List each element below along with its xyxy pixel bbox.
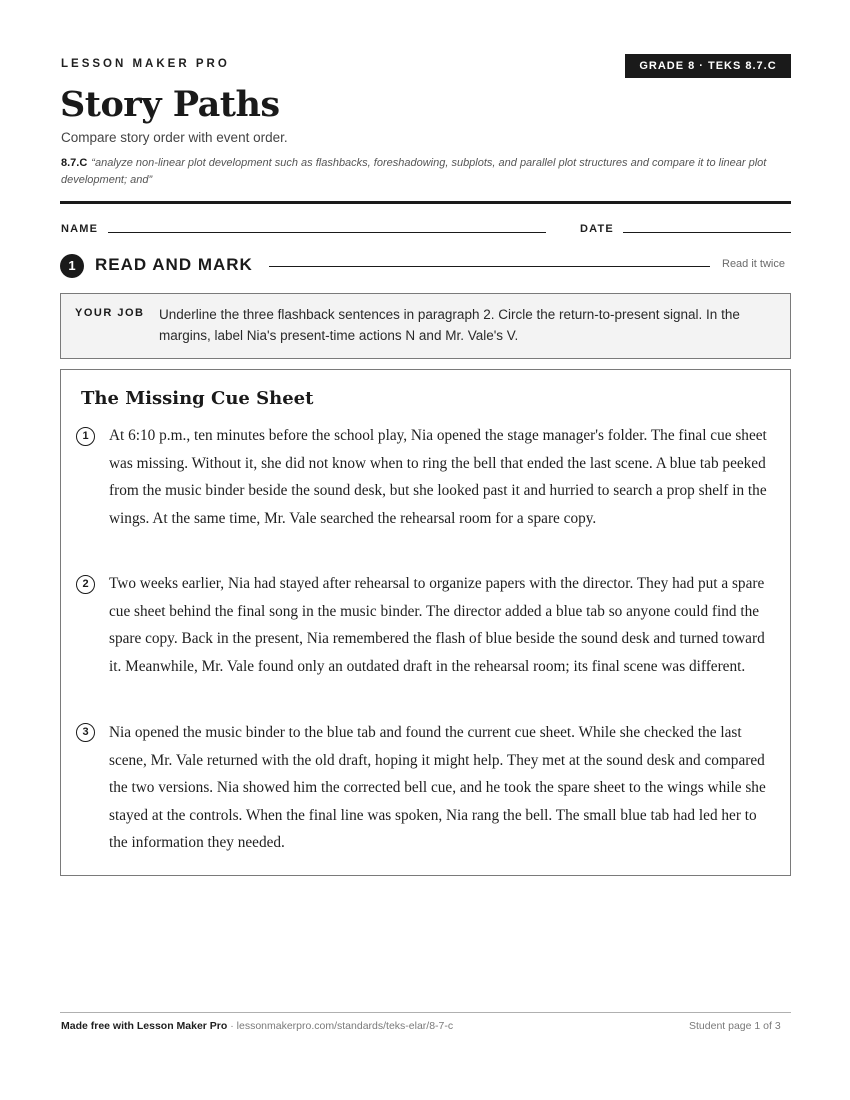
instructions-label: YOUR JOB xyxy=(75,307,145,319)
instructions-text: Underline the three flashback sentences in paragraph 2. Circle the return-to-present signal. In the margins, label Nia's present-time actions N and Mr. Vale's V. xyxy=(159,307,740,343)
worksheet-subtitle: Compare story order with event order. xyxy=(61,130,288,145)
standard-text: “analyze non-linear plot development such as flashbacks, foreshadowing, subplots, and parallel plot structures and compare it to linear plot development; and” xyxy=(61,157,767,186)
grade-standard-badge: GRADE 8 · TEKS 8.7.C xyxy=(625,54,791,78)
footer-divider xyxy=(60,1012,791,1013)
brand-name: LESSON MAKER PRO xyxy=(61,58,230,70)
story-title: The Missing Cue Sheet xyxy=(81,388,314,409)
paragraph-number-badge: 2 xyxy=(76,575,95,594)
story-passage-box xyxy=(60,369,791,876)
section-number-badge: 1 xyxy=(60,254,84,278)
page-indicator: Student page 1 of 3 xyxy=(689,1020,781,1032)
date-label: DATE xyxy=(580,223,614,235)
section-divider xyxy=(269,266,710,267)
name-field[interactable] xyxy=(108,232,546,233)
footer-url[interactable]: · lessonmakerpro.com/standards/teks-elar/8-7-c xyxy=(227,1020,454,1032)
instructions-box xyxy=(60,293,791,359)
story-paragraph: Two weeks earlier, Nia had stayed after rehearsal to organize papers with the director. They had put a spare cue sheet behind the final song in the music binder. The director added a blue tab so anyone could find the spare copy. Back in the present, Nia remembered the flash of blue beside the sound desk and turned toward it. Meanwhile, Mr. Vale found only an outdated draft in the rehearsal room; its final scene was different. xyxy=(109,575,765,675)
section-note: Read it twice xyxy=(722,258,785,270)
footer-credit xyxy=(61,1020,453,1032)
header-divider xyxy=(60,201,791,204)
standard-code: 8.7.C xyxy=(61,157,88,169)
name-label: NAME xyxy=(61,223,99,235)
paragraph-number-badge: 3 xyxy=(76,723,95,742)
section-title: READ AND MARK xyxy=(95,255,253,274)
footer-brand: Made free with Lesson Maker Pro xyxy=(61,1020,228,1032)
story-paragraph: At 6:10 p.m., ten minutes before the school play, Nia opened the stage manager's folder. The final cue sheet was missing. Without it, she did not know when to ring the bell that ended the last scene. A blue tab peeked from the music binder beside the sound desk, but she looked past it and hurried to search a prop shelf in the wings. At the same time, Mr. Vale searched the rehearsal room for a spare copy. xyxy=(109,427,767,527)
story-paragraph: Nia opened the music binder to the blue tab and found the current cue sheet. While she checked the last scene, Mr. Vale returned with the old draft, hoping it might help. They met at the sound desk and compared the two versions. Nia showed him the corrected bell cue, and he took the spare sheet to the wings while she stayed at the controls. When the final line was spoken, Nia rang the bell. The small blue tab had led her to the information they needed. xyxy=(109,724,766,852)
paragraph-number-badge: 1 xyxy=(76,427,95,446)
standard-description xyxy=(61,155,791,189)
date-field[interactable] xyxy=(623,232,791,233)
worksheet-title: Story Paths xyxy=(60,84,280,125)
